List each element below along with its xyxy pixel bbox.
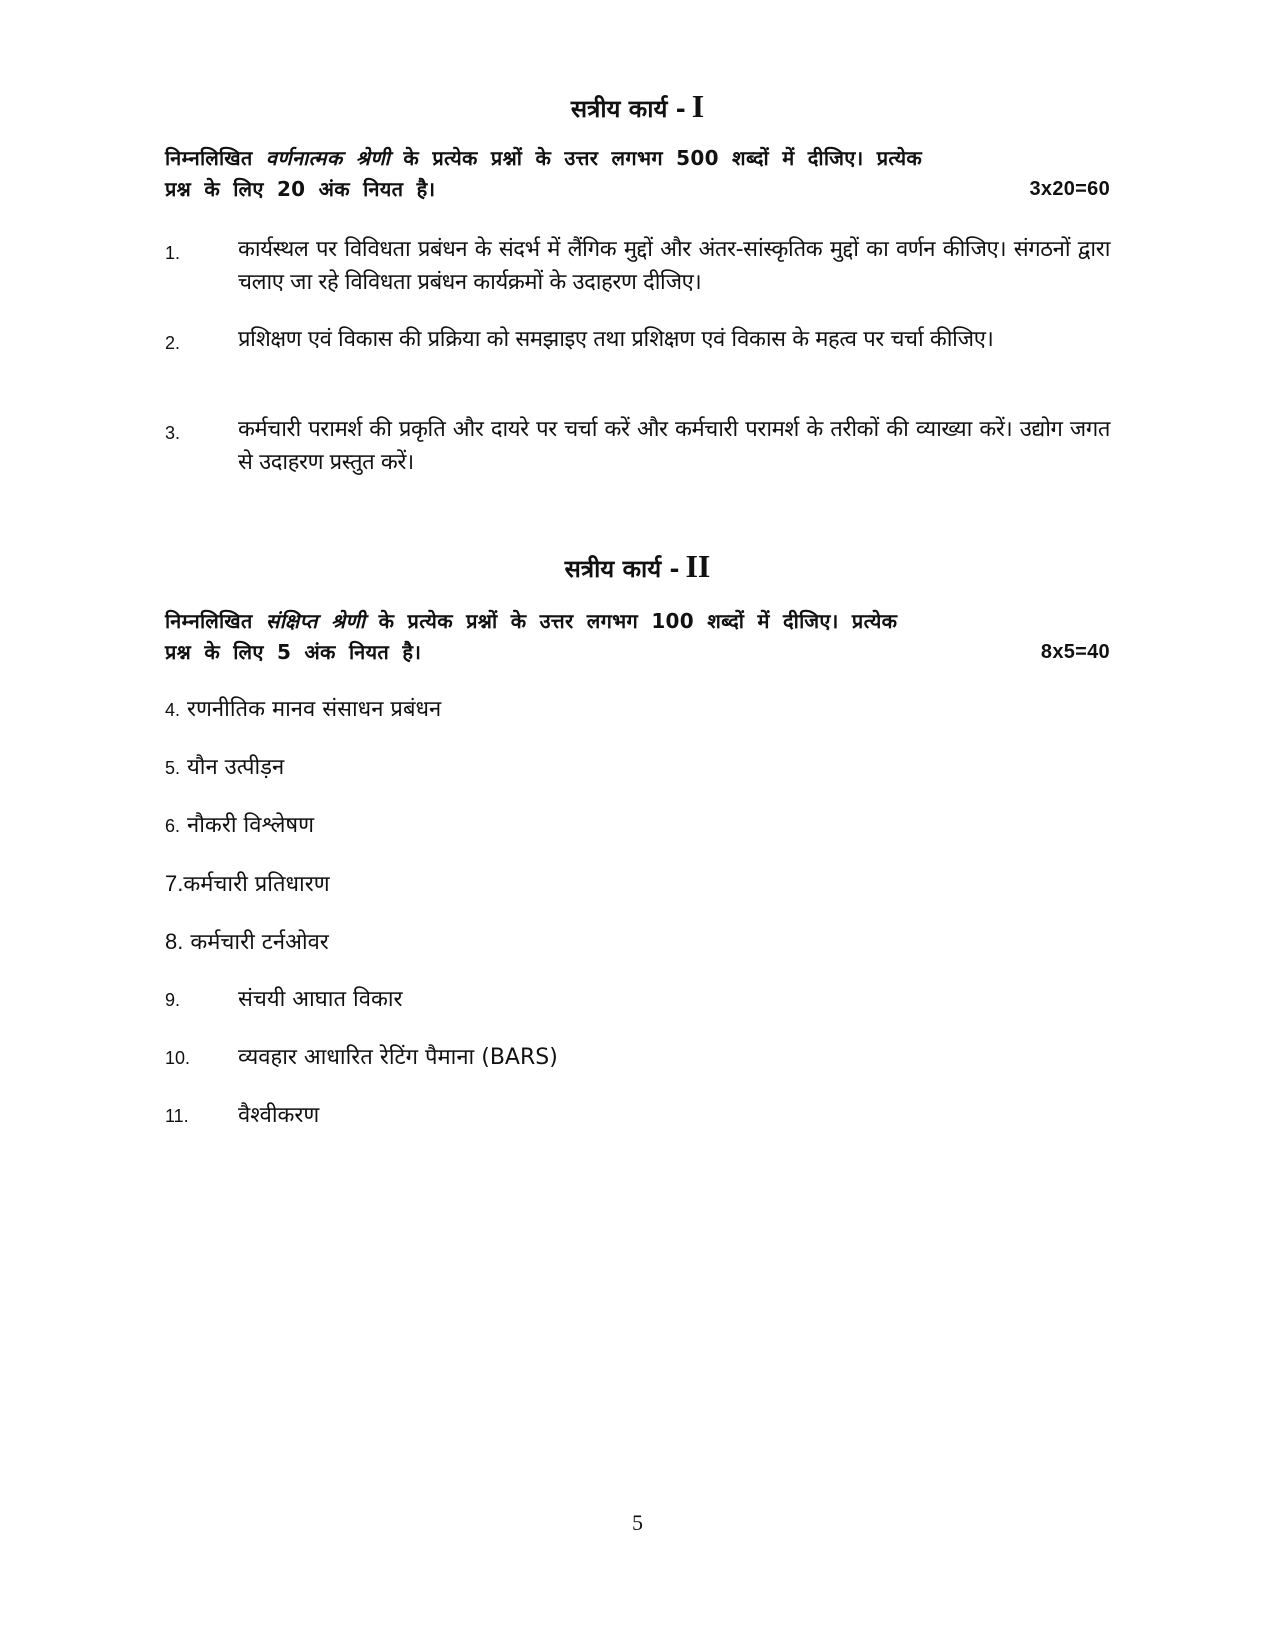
instruction-category: संक्षिप्त श्रेणी [265,609,366,633]
question-number: 8. [165,929,184,954]
question-4 [165,695,441,725]
instruction-line-1: निम्नलिखित संक्षिप्त श्रेणी के प्रत्येक प्रश्नों के उत्तर लगभग 100 शब्दों में दीजिए। प्रत्येक [165,609,898,633]
question-2 [165,323,1110,356]
question-5 [165,753,284,783]
question-6 [165,811,314,841]
section-1-roman-numeral: I [691,88,705,124]
question-number: 3. [165,423,181,443]
question-text: रणनीतिक मानव संसाधन प्रबंधन [187,697,442,722]
section-2-title-text: सत्रीय कार्य - [564,555,680,583]
instruction-line-1: निम्नलिखित वर्णनात्मक श्रेणी के प्रत्येक प्रश्नों के उत्तर लगभग 500 शब्दों में दीजिए। प्रत्येक [165,146,923,170]
instruction-category: वर्णनात्मक श्रेणी [265,146,391,170]
question-number: 1. [165,243,181,263]
question-text: कर्मचारी प्रतिधारण [183,872,330,897]
question-text: यौन उत्पीड़न [187,755,285,780]
question-number: 4. [165,700,181,720]
question-10 [165,1043,558,1073]
question-9 [165,985,403,1015]
page-number: 5 [632,1510,643,1535]
question-text: नौकरी विश्लेषण [187,813,315,838]
question-number: 6. [165,816,181,836]
instruction-line-2: प्रश्न के लिए 5 अंक नियत है। 8x5=40 [165,637,1110,668]
section-1-instructions [165,143,1110,205]
question-text: व्यवहार आधारित रेटिंग पैमाना (BARS) [238,1045,558,1070]
question-number: 10. [165,1048,191,1068]
section-2-instructions [165,606,1110,668]
question-number: 2. [165,333,181,353]
question-1 [165,233,1110,299]
instruction-line-2: प्रश्न के लिए 20 अंक नियत है। 3x20=60 [165,174,1110,205]
question-3 [165,413,1110,479]
question-text: वैश्वीकरण [238,1103,320,1128]
question-number: 11. [165,1106,189,1126]
question-number: 7. [165,871,184,896]
section-1-title [0,88,1275,125]
question-number: 9. [165,990,181,1010]
section-1-title-text: सत्रीय कार्य - [570,95,686,123]
marks-total: 8x5=40 [1040,641,1110,663]
question-text: कर्मचारी टर्नओवर [190,930,329,955]
question-text: प्रशिक्षण एवं विकास की प्रक्रिया को समझाइए तथा प्रशिक्षण एवं विकास के महत्व पर चर्चा कीजिए। [238,327,994,352]
marks-total: 3x20=60 [1029,178,1110,200]
question-11 [165,1101,319,1131]
question-8 [165,927,329,958]
section-2-title [0,548,1275,585]
question-text: कार्यस्थल पर विविधता प्रबंधन के संदर्भ में लैंगिक मुद्दों और अंतर-सांस्कृतिक मुद्दों का वर्णन कीजिए। संगठनों द्वारा चलाए जा रहे विविधता प्रबंधन कार्यक्रमों के उदाहरण दीजिए। [238,237,1110,295]
question-7 [165,869,330,900]
question-number: 5. [165,758,181,778]
question-text: कर्मचारी परामर्श की प्रकृति और दायरे पर चर्चा करें और कर्मचारी परामर्श के तरीकों की व्याख्या करें। उद्योग जगत से उदाहरण प्रस्तुत करें। [238,417,1110,475]
question-text: संचयी आघात विकार [238,987,403,1012]
section-2-roman-numeral: II [685,548,711,584]
